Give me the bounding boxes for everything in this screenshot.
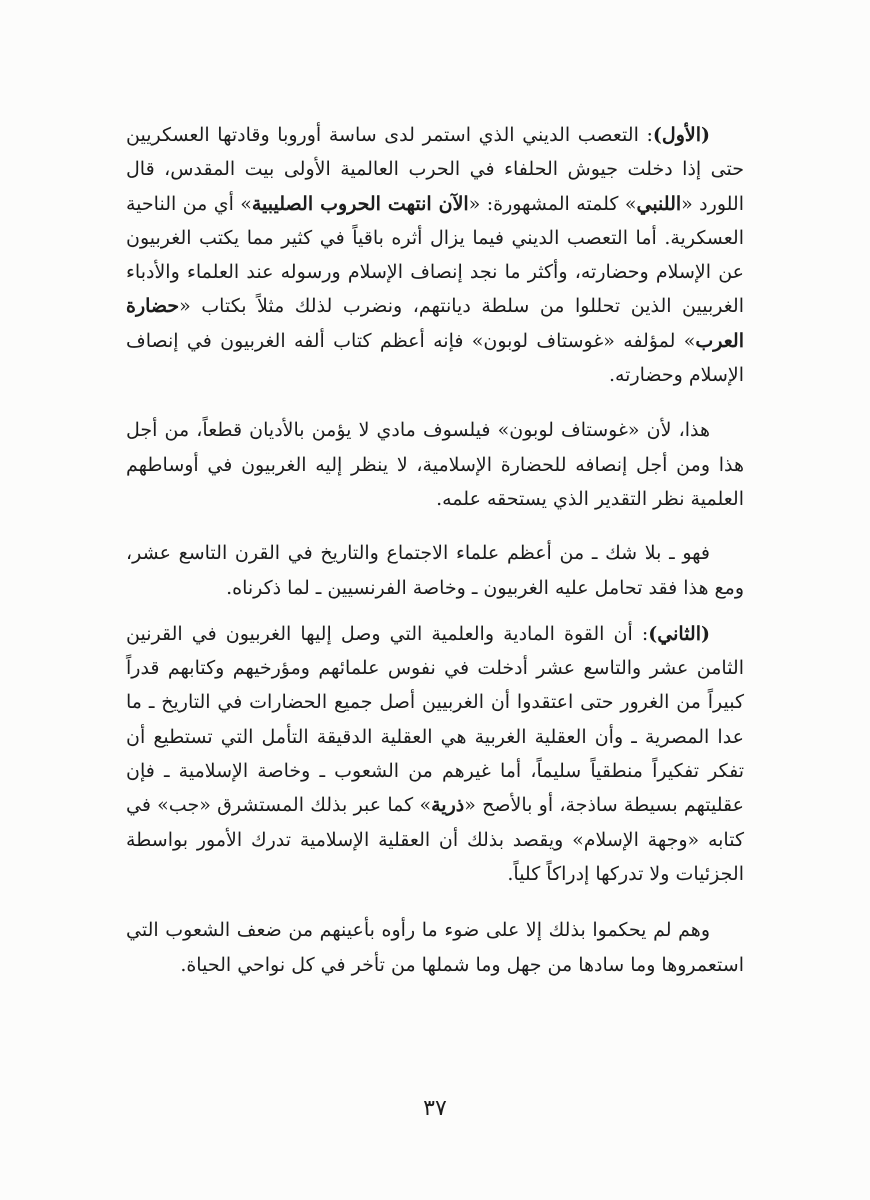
paragraph-first-reason <box>126 118 744 392</box>
paragraph-text: » لمؤلفه «غوستاف لوبون» فإنه أعظم كتاب ألفه الغربيون في إنصاف الإسلام وحضارته. <box>126 329 744 387</box>
paragraph-text: » أي من الناحية العسكرية. أما التعصب الديني فيما يزال أثره باقياً في كثير مما يكتب الغربيون عن الإسلام وحضارته، وأكثر ما نجد إنصاف الإسلام ورسوله عند العلماء والأدباء الغربيين الذين تحللوا من سلطة ديانتهم، ونضرب لذلك مثلاً بكتاب « <box>126 192 744 318</box>
paragraph-text: : أن القوة المادية والعلمية التي وصل إليها الغربيون في القرنين الثامن عشر والتاسع عشر أدخلت في نفوس علمائهم ومؤرخيهم وكتابهم قدراً كبيراً من الغرور حتى اعتقدوا أن الغربيين أصل جميع الحضارات في التاريخ ـ ما عدا المصرية ـ وأن العقلية الغربية هي العقلية الدقيقة التأمل التي تستطيع أن تفكر تفكيراً منطقياً سليماً، أما غيرهم من الشعوب ـ وخاصة الإسلامية ـ فإن عقليتهم بسيطة ساذجة، أو بالأصح « <box>126 622 744 817</box>
paragraph-text: : التعصب الديني الذي استمر لدى ساسة أوروبا وقادتها العسكريين حتى إذا دخلت جيوش الحلفاء في الحرب العالمية الأولى بيت المقدس، قال اللورد « <box>126 124 744 215</box>
paragraph-conclusion: وهم لم يحكموا بذلك إلا على ضوء ما رأوه بأعينهم من ضعف الشعوب التي استعمروها وما سادها من جهل وما شملها من تأخر في كل نواحي الحياة. <box>126 919 744 976</box>
bold-book-title: حضارة العرب <box>126 295 744 352</box>
paragraph-historian: فهو ـ بلا شك ـ من أعظم علماء الاجتماع والتاريخ في القرن التاسع عشر، ومع هذا فقد تحامل عليه الغربيون ـ وخاصة الفرنسيين ـ لما ذكرناه. <box>126 542 744 599</box>
heading-second: (الثاني) <box>648 622 710 645</box>
paragraph-lebon: هذا، لأن «غوستاف لوبون» فيلسوف مادي لا يؤمن بالأديان قطعاً، من أجل هذا ومن أجل إنصافه للحضارة الإسلامية، لا ينظر إليه الغربيون في أوساطهم العلمية نظر التقدير الذي يستحقه علمه. <box>126 419 744 510</box>
heading-first: (الأول) <box>652 124 710 146</box>
page-body <box>126 118 744 982</box>
bold-quote-crusades: الآن انتهت الحروب الصليبية <box>251 192 469 215</box>
page-number: ٣٧ <box>423 1096 447 1121</box>
paragraph-text: » كلمته المشهورة: « <box>468 192 637 215</box>
paragraph-text: » كما عبر بذلك المستشرق «جب» في كتابه «وجهة الإسلام» ويقصد بذلك أن العقلية الإسلامية تدرك الأمور بواسطة الجزئيات ولا تدركها إدراكاً كلياً. <box>126 794 744 885</box>
bold-atomic: ذرية <box>431 794 465 817</box>
bold-allenby: اللنبي <box>636 192 682 215</box>
paragraph-second-reason <box>126 617 744 891</box>
